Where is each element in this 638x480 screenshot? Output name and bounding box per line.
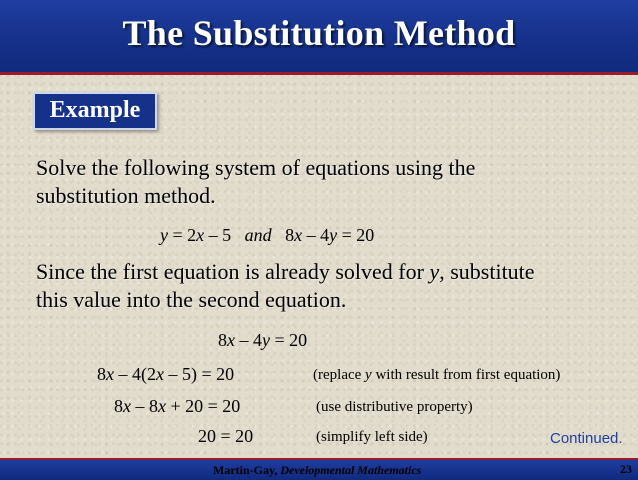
example-label: Example [49,97,141,123]
step-2-var-2: x [156,364,164,384]
eq2-x: x [294,225,303,245]
step-4: 20 = 20 [198,426,254,446]
step-3-var-1: x [123,396,131,416]
explain-line-1-a: Since the first equation is already solved for [36,259,430,284]
step-2-part-3: – 5) = 20 [164,364,235,384]
eq1-rhs: = 2 [168,225,197,245]
step-2-note [313,367,560,384]
step-3-part-3: + 20 = 20 [166,396,241,416]
step-3-var-2: x [158,396,166,416]
explain-line-1 [36,258,535,286]
example-badge [33,92,157,130]
explanation-text [36,258,535,314]
step-2 [97,364,234,385]
explain-line-1-b: , substitute [439,259,535,284]
step-2-part-2: – 4(2 [114,364,156,384]
step-1-part-2: – 4 [235,330,262,350]
eq2-lead: 8 [271,225,295,245]
step-1-var-2: y [262,330,270,350]
step-1-part-3: = 20 [270,330,308,350]
eq1-y: y [160,225,168,245]
step-4-note: (simplify left side) [316,429,428,445]
eq1-x: x [196,225,205,245]
footer-author: Martin-Gay, [213,463,281,477]
continued-label: Continued. [550,430,623,447]
page-number: 23 [620,462,632,476]
step-1-part-1: 8 [218,330,227,350]
explain-line-2: this value into the second equation. [36,287,347,312]
eq2-y: y [329,225,338,245]
and-word: and [244,225,272,245]
step-2-var-1: x [106,364,114,384]
intro-text [36,154,475,210]
eq2-tail: = 20 [337,225,375,245]
footer-book-title: Developmental Mathematics [280,463,422,477]
step-2-note-b: with result from first equation) [371,367,561,383]
footer-credit [213,463,421,478]
step-2-part-1: 8 [97,364,106,384]
slide-title: The Substitution Method [122,13,516,53]
intro-line-1: Solve the following system of equations using the [36,155,476,180]
system-of-equations [160,225,374,246]
step-3 [114,396,240,417]
step-2-note-a: (replace [313,367,366,383]
step-3-note: (use distributive property) [316,399,473,415]
step-3-part-2: – 8 [131,396,158,416]
eq1-tail: – 5 [204,225,245,245]
intro-line-2: substitution method. [36,183,216,208]
eq2-mid: – 4 [302,225,330,245]
step-1-var-1: x [227,330,235,350]
step-2-note-var: y [365,367,372,383]
step-3-part-1: 8 [114,396,123,416]
explain-line-1-var: y [429,259,440,284]
step-1 [218,330,307,351]
